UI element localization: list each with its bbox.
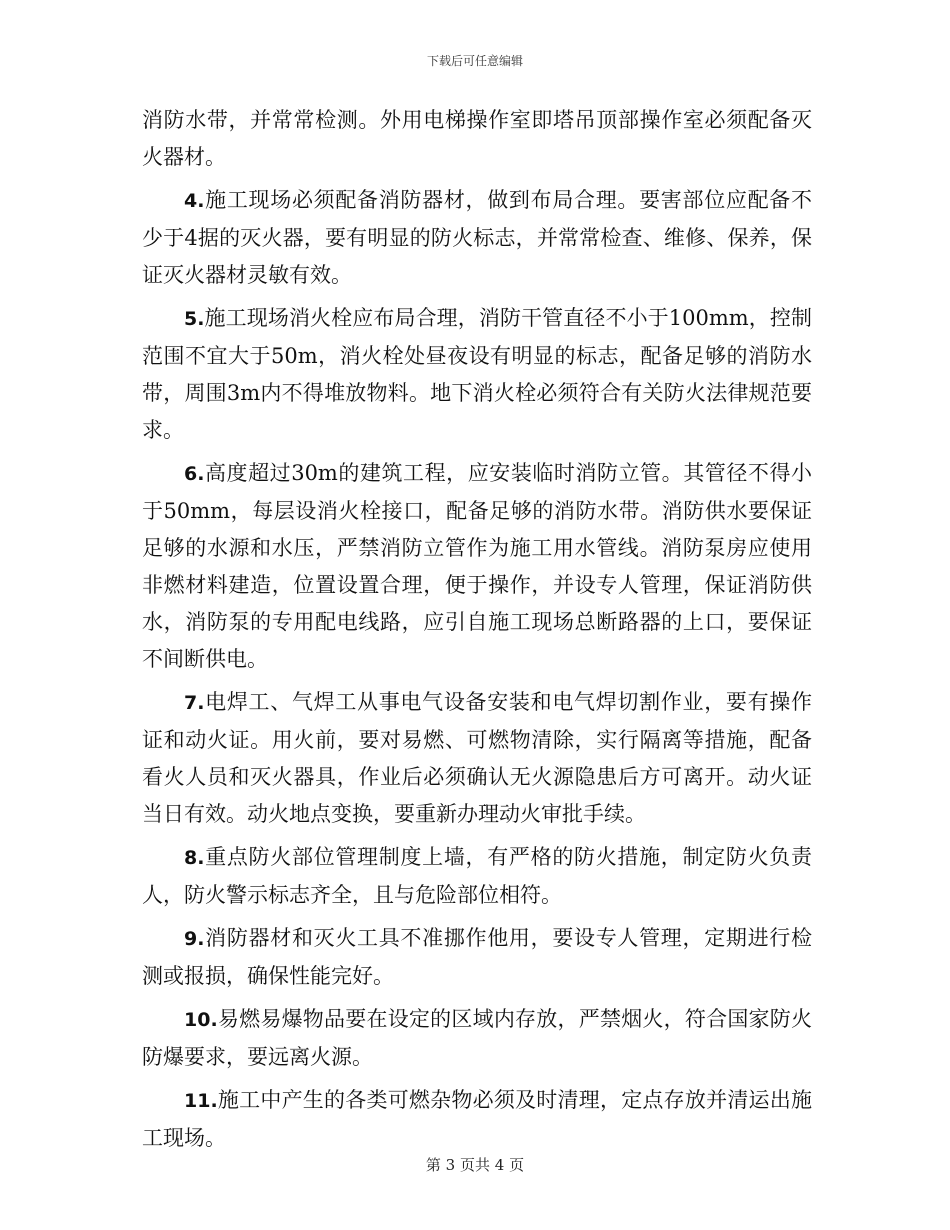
item-number: 9. [184,928,205,950]
list-item [142,920,812,995]
item-text: 施工现场消火栓应布局合理，消防干管直径不小于100mm，控制范围不宜大于50m，消火栓处昼夜设有明显的标志，配备足够的消防水带，周围3m内不得堆放物料。地下消火栓必须符合有关防火法律规范要求。 [142,306,812,442]
item-number: 6. [184,463,205,485]
item-text: 施工现场必须配备消防器材，做到布局合理。要害部位应配备不少于4据的灭火器，要有明显的防火标志，并常常检查、维修、保养，保证灭火器材灵敏有效。 [142,188,812,287]
item-text: 重点防火部位管理制度上墙，有严格的防火措施，制定防火负责人，防火警示标志齐全，且与危险部位相符。 [142,845,812,907]
list-item [142,300,812,449]
item-number: 8. [184,847,205,869]
item-text: 高度超过30m的建筑工程，应安装临时消防立管。其管径不得小于50mm，每层设消火栓接口，配备足够的消防水带。消防供水要保证足够的水源和水压，严禁消防立管作为施工用水管线。消防泵房应使用非燃材料建造，位置设置合理，便于操作，并设专人管理，保证消防供水，消防泵的专用配电线路，应引自施工现场总断路器的上口，要保证不间断供电。 [142,461,812,671]
item-text: 施工中产生的各类可燃杂物必须及时清理，定点存放并清运出施工现场。 [142,1088,812,1150]
list-item [142,684,812,833]
item-text: 易燃易爆物品要在设定的区域内存放，严禁烟火，符合国家防火防爆要求，要远离火源。 [142,1007,812,1069]
list-item [142,182,812,294]
item-number: 11. [184,1090,218,1112]
document-body [142,102,812,1163]
list-item [142,455,812,678]
intro-paragraph: 消防水带，并常常检测。外用电梯操作室即塔吊顶部操作室必须配备灭火器材。 [142,108,812,169]
item-number: 5. [184,308,205,330]
page-header: 下载后可任意编辑 [426,54,523,68]
list-item [142,1001,812,1076]
list-item [142,1082,812,1157]
list-item [142,839,812,914]
item-text: 消防器材和灭火工具不准挪作他用，要设专人管理，定期进行检测或报损，确保性能完好。 [142,926,812,988]
page-footer: 第 3 页共 4 页 [425,1156,525,1174]
item-number: 10. [184,1009,218,1031]
item-number: 7. [184,692,205,714]
item-text: 电焊工、气焊工从事电气设备安装和电气焊切割作业，要有操作证和动火证。用火前，要对易燃、可燃物清除，实行隔离等措施，配备看火人员和灭火器具，作业后必须确认无火源隐患后方可离开。动火证当日有效。动火地点变换，要重新办理动火审批手续。 [142,690,812,826]
item-number: 4. [184,190,205,212]
